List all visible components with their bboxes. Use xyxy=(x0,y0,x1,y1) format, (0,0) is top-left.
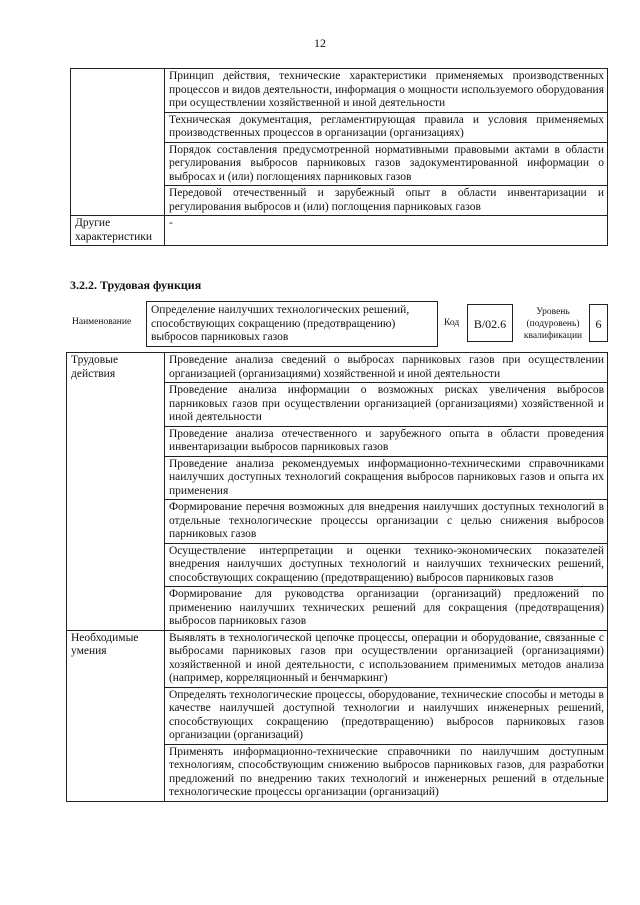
knowledge-item: Принцип действия, технические характеристики применяемых производственных процессов и видов деятельности, информация о мощности используемого оборудования при осуществлении хозяйственной и иной деятельности xyxy=(164,69,607,113)
function-name-label: Наименование xyxy=(72,317,132,327)
function-name-box: Определение наилучших технологических решений, способствующих сокращению (предотвращению) выбросов парниковых газов xyxy=(146,301,438,347)
code-value-box: B/02.6 xyxy=(467,304,513,342)
skill-item: Выявлять в технологической цепочке процессы, операции и оборудование, связанные с выбросами парниковых газов при осуществлении организацией (организациями) хозяйственной и иной деятельности, с использованием применимых методов анализа (например, корреляционный и бенчмаркинг) xyxy=(164,630,607,687)
labor-actions-label: Трудовые действия xyxy=(67,353,165,631)
knowledge-item: Порядок составления предусмотренной нормативными правовыми актами в области регулирования выбросов парниковых газов задокументированной информации о выбросах и (или) поглощениях парниковых газов xyxy=(164,142,607,186)
labor-action-item: Проведение анализа сведений о выбросах парниковых газов при осуществлении организацией (организациями) хозяйственной и иной деятельности xyxy=(164,353,607,383)
labor-action-item: Формирование перечня возможных для внедрения наилучших доступных технологий в отдельные технологические процессы организации с целью снижения выбросов парниковых газов xyxy=(164,500,607,544)
code-label: Код xyxy=(444,318,460,328)
section-heading: 3.2.2. Трудовая функция xyxy=(70,278,202,292)
skill-item: Определять технологические процессы, оборудование, технические способы и методы в качестве наилучшей доступной технологии и наилучших инженерных решений, способствующих сокращению (предотвращению) выбросов парниковых газов организации (организаций) xyxy=(164,687,607,744)
labor-action-item: Проведение анализа информации о возможных рисках увеличения выбросов парниковых газов при осуществлении организацией (организациями) хозяйственной и иной деятельности xyxy=(164,383,607,427)
page-number: 12 xyxy=(314,36,326,50)
other-characteristics-value: - xyxy=(164,216,607,246)
labor-action-item: Осуществление интерпретации и оценки технико-экономических показателей внедрения наилучших доступных технологий и наилучших технических решений, способствующих сокращению (предотвращению) выбросов парниковых газов xyxy=(164,543,607,587)
label-cell-empty xyxy=(71,69,165,216)
table-row xyxy=(71,216,608,246)
function-table xyxy=(66,352,608,802)
knowledge-item: Передовой отечественный и зарубежный опыт в области инвентаризации и регулирования выбросов и (или) поглощения парниковых газов xyxy=(164,186,607,216)
knowledge-item: Техническая документация, регламентирующая правила и условия применяемых производственных процессов в организации (организациях) xyxy=(164,112,607,142)
table-row xyxy=(67,353,608,383)
labor-action-item: Проведение анализа отечественного и зарубежного опыта в области проведения инвентаризации выбросов парниковых газов xyxy=(164,426,607,456)
knowledge-table xyxy=(70,68,608,246)
labor-action-item: Проведение анализа рекомендуемых информационно-техническими справочниками наилучших доступных технологий сокращения выбросов парниковых газов и опыта их применения xyxy=(164,456,607,500)
qualification-level-label: Уровень (подуровень) квалификации xyxy=(523,307,583,341)
labor-action-item: Формирование для руководства организации (организаций) предложений по применению наилучших технических решений для сокращения (предотвращения) выбросов парниковых газов xyxy=(164,587,607,631)
table-row xyxy=(67,630,608,687)
required-skills-label: Необходимые умения xyxy=(67,630,165,801)
qualification-level-box: 6 xyxy=(589,304,608,342)
table-row xyxy=(71,69,608,113)
other-characteristics-label: Другие характеристики xyxy=(71,216,165,246)
skill-item: Применять информационно-технические справочники по наилучшим доступным технологиям, способствующим снижению выбросов парниковых газов, для разработки предложений по внедрению таких технологий и инженерных решений в отдельные технологические процессы организации (организаций) xyxy=(164,744,607,801)
